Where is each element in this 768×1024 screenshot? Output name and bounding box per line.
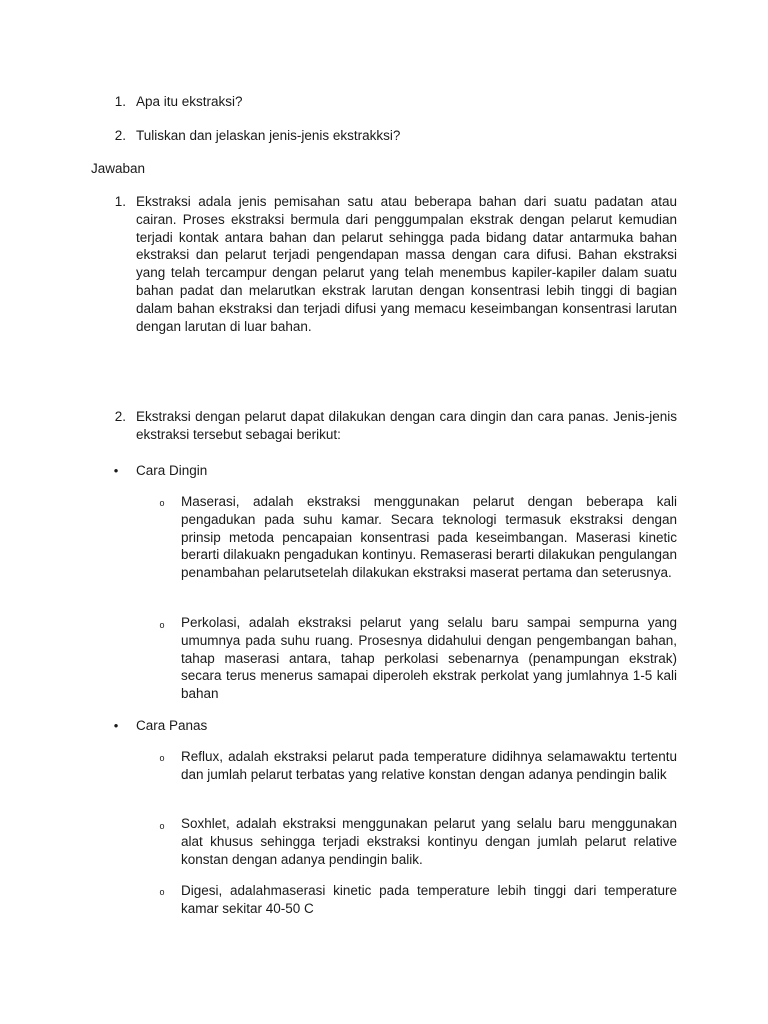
answer-number: 1. (114, 194, 126, 209)
category-label: Cara Dingin (136, 463, 208, 478)
question-number: 1. (114, 94, 126, 109)
question-number: 2. (114, 128, 126, 143)
category-label: Cara Panas (136, 718, 208, 733)
circle-bullet-icon: o (159, 887, 165, 897)
list-item-text: Soxhlet, adalah ekstraksi menggunakan pelarut yang selalu baru menggunakan alat khusus sehingga terjadi ekstraksi kontinyu dengan jumlah pelarut relative konstan dengan adanya pendingin balik. (181, 816, 677, 867)
list-item-text: Digesi, adalahmaserasi kinetic pada temperature lebih tinggi dari temperature kamar sekitar 40-50 C (181, 883, 677, 916)
answer-heading: Jawaban (91, 161, 146, 176)
question-text: Apa itu ekstraksi? (136, 94, 243, 109)
circle-bullet-icon: o (159, 821, 165, 831)
bullet-icon: • (113, 718, 119, 733)
bullet-icon: • (113, 463, 119, 478)
list-item-text: Maserasi, adalah ekstraksi menggunakan pelarut dengan beberapa kali pengadukan pada suhu kamar. Secara teknologi termasuk ekstraksi dengan prinsip metoda pencapaian konsentrasi pada keseimbangan. Maserasi kinetic berarti dilakuakn pengadukan kontinyu. Remaserasi berarti dilakukan pengulangan penambahan pelarutsetelah dilakukan ekstraksi maserat pertama dan seterusnya. (181, 494, 677, 581)
circle-bullet-icon: o (159, 620, 165, 630)
answer-number: 2. (114, 409, 126, 424)
circle-bullet-icon: o (159, 498, 165, 508)
answer-paragraph: Ekstraksi dengan pelarut dapat dilakukan dengan cara dingin dan cara panas. Jenis-jenis ekstraksi tersebut sebagai berikut: (136, 409, 677, 442)
list-item-text: Perkolasi, adalah ekstraksi pelarut yang selalu baru sampai sempurna yang umumnya pada suhu ruang. Prosesnya didahului dengan pengembangan bahan, tahap maserasi antara, tahap perkolasi sebenarnya (penampungan ekstrak) secara terus menerus samapai diperoleh ekstrak perkolat yang jumlahnya 1-5 kali bahan (181, 615, 677, 702)
question-text: Tuliskan dan jelaskan jenis-jenis ekstrakksi? (136, 128, 401, 143)
answer-paragraph: Ekstraksi adala jenis pemisahan satu atau beberapa bahan dari suatu padatan atau cairan. Proses ekstraksi bermula dari penggumpalan ekstrak dengan pelarut kemudian terjadi kontak antara bahan dan pelarut sehingga pada bidang datar antarmuka bahan ekstraksi dan pelarut terjadi pengendapan massa dengan cara difusi. Bahan ekstraksi yang telah tercampur dengan pelarut yang telah menembus kapiler-kapiler dalam suatu bahan padat dan melarutkan ekstrak larutan dengan konsentrasi lebih tinggi di bagian dalam bahan ekstraksi dan terjadi difusi yang memacu keseimbangan konsentrasi larutan dengan larutan di luar bahan. (136, 194, 677, 334)
list-item-text: Reflux, adalah ekstraksi pelarut pada temperature didihnya selamawaktu tertentu dan jumlah pelarut terbatas yang relative konstan dengan adanya pendingin balik (181, 749, 677, 782)
circle-bullet-icon: o (159, 753, 165, 763)
